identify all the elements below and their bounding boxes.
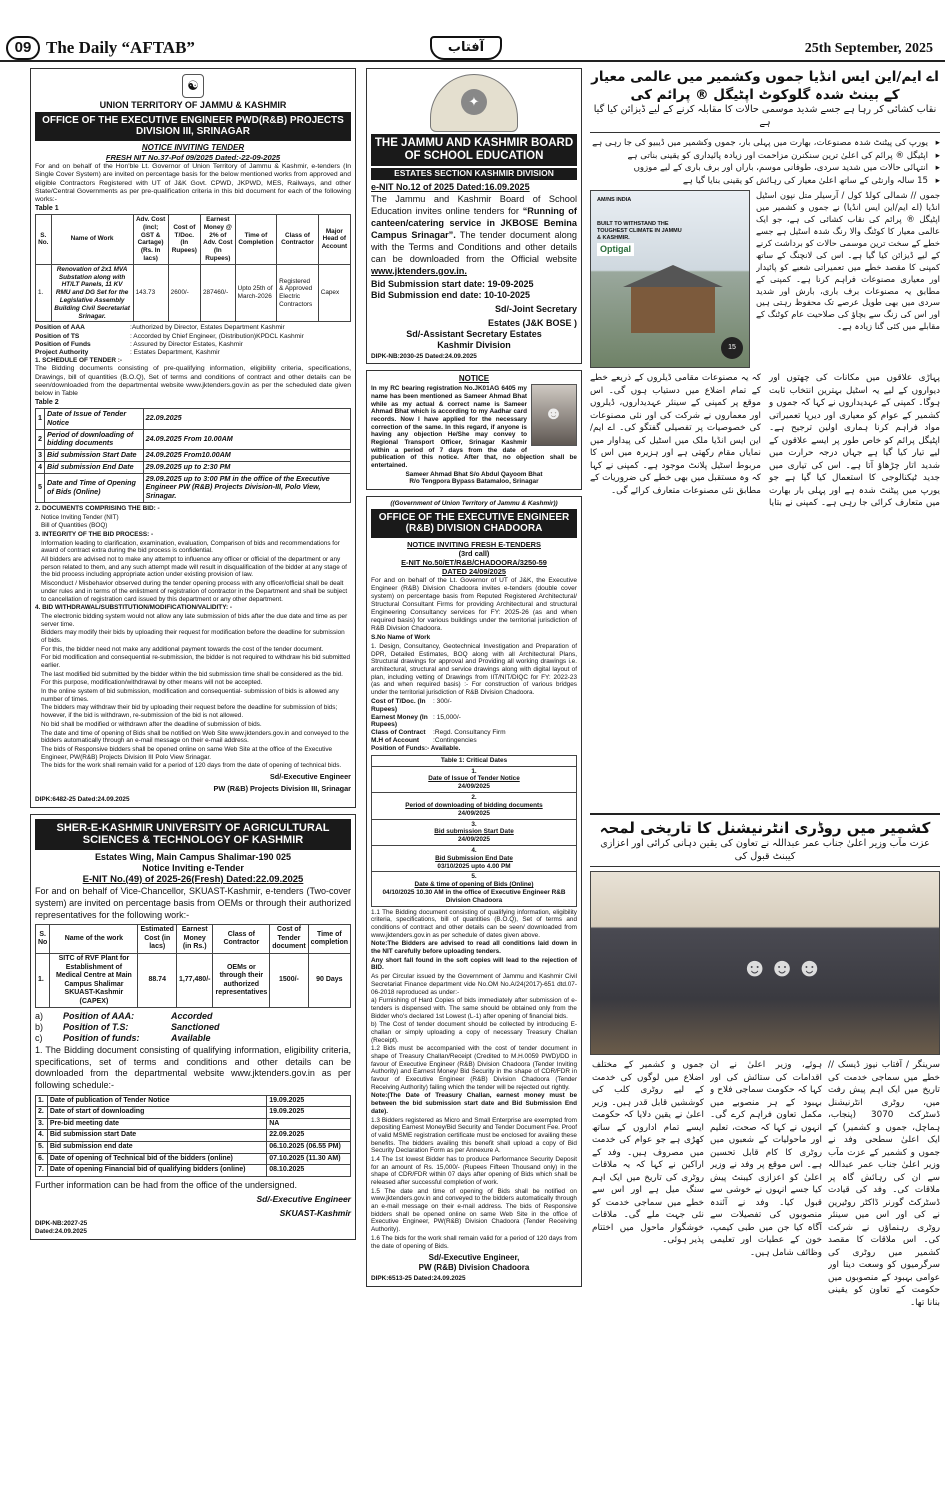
table-cell: 287460/- [200,264,235,322]
chadoora-govt: ((Government of Union Territory of Jammu & Kashmir)) [390,500,558,508]
story-rotary [590,813,940,1449]
table-header: Earnest Money @ 2% of Adv. Cost (In Rupees) [200,214,235,264]
jkbose-nit: e-NIT No.12 of 2025 Dated:16.09.2025 [371,182,530,193]
notice-text: In my RC bearing registration No.JK01AG 6405 my name has been mentioned as Sameer Ahmad Bhat while as my actual & correct name is Sameer Ahmad Bhat which is according to my Aadhar card records. Now I have applied for the necessary correction of the same. In this regard, if anyone is having any objection He/She may convey to Regional Transport Officer, Srinagar Kashmir within a period of 7 days from the date of publication of this notice. After that, no objection shall be entertained. [371,385,577,470]
page-number: 09 [6,36,40,60]
pwd-sec3-heading: 3. INTEGRITY OF THE BID PROCESS: - [35,531,154,539]
chadoora-notice: NOTICE INVITING FRESH E-TENDERS [407,539,541,549]
table-header: Name of Work [51,214,133,264]
skuast-positions [35,1011,351,1044]
table-header: S. No. [36,214,52,264]
notice-title: NOTICE [458,374,490,384]
skuast-notice: Notice Inviting e-Tender [142,862,244,873]
ad-product: Optigal [597,243,634,256]
publication-date: 25th September, 2025 [804,41,933,56]
skuast-nit: E-NIT No.(49) of 2025-26(Fresh) Dated:22.09.2025 [82,873,304,885]
paper-name: The Daily “AFTAB” [46,38,195,57]
detail-row: M.H of Account :Contingencies [371,737,477,745]
table-row: 2 Period of downloading of bidding documents 24.09.2025 From 10.00AM [36,429,351,450]
house-icon [631,287,715,333]
chadoora-work-heading: S.No Name of Work [371,634,431,642]
table-row: 3 Bid submission Start Date 24.09.2025 From10.00AM [36,450,351,462]
column-middle [366,68,582,1493]
list-item: Bill of Quantities (BOQ) [41,522,108,530]
bullet-item: ▸ انتہائی حالات میں شدید سردی، طوفانی موسم، باراں اور برف باری کے لیے موزوں [590,162,940,174]
table-row: 5. Bid submission end date 06.10.2025 (06.55 PM) [36,1141,351,1153]
position-row: Position of Funds : Assured by Director Estates, Kashmir [35,340,243,348]
table-header: Cost of T/Doc. (In Rupees) [168,214,200,264]
pwd-signature-line1: Sd/-Executive Engineer [269,771,351,781]
list-item: As per Circular issued by the Government of Jammu and Kashmir Civil Secretariat Finance department vide No.OM No.A/24(2017)-651 dtd.07-06-2018 reproduced as under:- [371,973,577,996]
chadoora-dipk: DIPK:6513-25 Dated:24.09.2025 [371,1274,466,1282]
skuast-heading: SHER-E-KASHMIR UNIVERSITY OF AGRICULTURAL SCIENCES & TECHNOLOGY OF KASHMIR [35,819,351,850]
skuast-para: 1. The Bidding document consisting of qualifying information, eligibility criteria, specifications, set of terms and conditions and other details can be downloaded from the departmental website www.jktenders.gov.in as per following schedule:- [35,1045,351,1091]
skuast-tender [30,814,356,1240]
jkbose-logo-icon: ✦ [430,74,518,132]
skuast-signature-line2: SKUAST-Kashmir [279,1207,351,1218]
skuast-further: Further information can be had from the office of the undersigned. [35,1179,297,1190]
bullet-item: ▸ اپٹیگل ® پرائم کی اعلیٰ ترین سنکنرن مزاحمت اور زیادہ پائیداری کو یقینی بناتی ہے [590,150,940,162]
jkbose-start-date: Bid Submission start date: 19-09-2025 [371,278,534,289]
chadoora-dated: DATED 24/09/2025 [442,566,506,576]
pwd-notice-title: NOTICE INVITING TENDER [141,142,245,152]
table-row: 6. Date of opening of Technical bid of the bidders (online) 07.10.2025 (11.30 AM) [36,1153,351,1165]
position-row: Position of AAA :Authorized by Director, Estates Department Kashmir [35,324,285,332]
chadoora-intro: For and on behalf of the Lt. Governor of UT of J&K, the Executive Engineer (R&B) Division Chadoora invites e-tenders (double cover system) on percentage basis from Reputed Registered Architectural/ Structural Consultant Firms for providing Architectural and structural Engineering Consultancy services for FY: 2025-26 (as and when required basis) for various buildings under the territorial jurisdiction of R&B Division Chadoora. [371,576,577,633]
list-item: No bid shall be modified or withdrawn after the deadline of submission of bids. [41,720,262,728]
ad-warranty-badge: 15 [721,337,743,359]
chadoora-heading: OFFICE OF THE EXECUTIVE ENGINEER (R&B) DIVISION CHADOORA [371,509,577,538]
masthead [0,0,945,62]
pwd-sec2-list [35,514,351,530]
table-row: 2. Date of start of downloading 19.09.2025 [36,1107,351,1119]
story1-ad-row [590,190,940,368]
table-row: 3. Bid submission Start Date 24/09/2025 [372,819,577,845]
table-cell: Renovation of 2x1 MVA Substation along with HT/LT Panels, 11 KV RMU and DG Set for the Legislative Assembly Building Civil Secretariat Srinagar. [51,264,133,322]
story1-subhead: نقاب کشائی کر رہا ہے جسے شدید موسمی حالات کا مقابلہ کرنے کے لیے ڈیزائن کیا گیا ہے [590,104,940,133]
table-row: 4. Bid Submission End Date 03/10/2025 upto 4.00 PM [372,845,577,871]
list-item: b) The Cost of tender document should be collected by introducing E-challan or simply uploading a copy of necessary Treasury Challan (Receipt). [371,1021,577,1044]
skuast-work-table [35,924,351,1008]
ad-tagline: BUILT TO WITHSTAND THE TOUGHEST CLIMATE IN JAMMU & KASHMIR. [597,221,682,241]
position-row: a) Position of AAA: Accorded [35,1011,213,1022]
pwd-sec4-list [35,613,351,770]
list-item: The bids for the work shall remain valid for a period of 120 days from the date of opening of technical bids. [41,762,342,770]
pwd-schedule-text: The Bidding documents consisting of pre-qualifying information, eligibility criteria, specifications, Drawings, bill of quantities (B.O.Q), Set of terms and conditions of contract and other details can be seen/downloaded from the departmental website www.jktenders.gov.in as per the scheduled date given below in Table [35,365,351,398]
table-header: Adv. Cost (incl; GST & Cartage) (Rs. In lacs) [133,214,168,264]
position-row: Project Authority : Estates Department, Kashmir [35,348,220,356]
list-item: In the online system of bid submission, modification and consequential- submission of bids is allowed any number of times. [41,688,339,703]
skuast-signature-line1: Sd/-Executive Engineer [256,1194,351,1205]
pwd-dipk: DIPK:6482-25 Dated:24.09.2025 [35,795,130,803]
list-item: The bids of Responsive bidders shall be opened online on same Web Site at the office of the Executive Engineer, PW(R&B) Projects Division III Polo View Srinagar. [41,745,333,761]
list-item: a) Furnishing of Hard Copies of bids immediately after submission of e-tenders is dispensed with. The same should be obtained only from the Bidder who's declared 1st Lowest (L-1) after opening of financial bids. [371,997,577,1020]
list-item: 1.5 The date and time of opening of Bids shall be notified on www.jktenders.gov.in and conveyed to the bidders automatically through an e-mail message on their e-mail address. The bids of Responsive bidders shall be opened online on same Web Site in the office of Executive Engineer, PW(R&B) Division Chadoora (Tender Receiving Authority). [371,1187,577,1234]
list-item: Any short fall found in the soft copies will lead to the rejection of BID. [371,956,577,972]
chadoora-signature-line2: PW (R&B) Division Chadoora [418,1262,530,1272]
column-right [590,68,940,1498]
table-cell: 2600/- [168,264,200,322]
bullet-item: ▸ یورپ کی پیٹنٹ شدہ مصنوعات، بھارت میں پہلی بار، جموں وکشمیر میں ڈیبیو کی جا رہی ہے [590,137,940,149]
list-item: 1.2 Bids must be accompanied with the cost of tender document in shape of Treasury Challan/Receipt (Credited to M.H.0059 PWD)/DD in favour of Executive Engineer (R&B) Division Chadoora (Tender Inviting Authority) and Earnest Money/ Bid Security in the shape of CDR/FDR in favour of Executive Engineer (R&B) Division Chadoora (Tender Receiving Authority) failing which the tender will be rejected out rightly. [371,1045,577,1091]
list-item: Information leading to clarification, examination, evaluation, Comparison of bids and recommendations for award of contract extra during the bid process is confidential. [41,539,340,555]
pwd-sec3-list [35,540,351,604]
list-item: Note:The Bidders are advised to read all conditions laid down in the NIT carefully before uploading tenders. [371,940,577,956]
list-item: For bid modification and consequential re-submission, the bidder is not required to withdraw his bid submitted earlier. [41,654,351,670]
list-item: 1.1 The Bidding document consisting of qualifying information, eligibility criteria, specifications, bill of quantities (B.O.Q), Set of terms and conditions of contract and other details can be seen/ downloaded from www.jktenders.gov.in as per schedule of dates given above. [371,908,577,939]
table-row: 7. Date of opening Financial bid of qualifying bidders (online) 08.10.2025 [36,1165,351,1177]
story2-columns [590,1059,940,1449]
chadoora-funds: Position of Funds:- Available. [371,745,461,753]
pwd-work-table [35,214,351,323]
list-item: Notice Inviting Tender (NIT) [41,513,119,521]
story2-headline: کشمیر میں روڈری انٹرنیشنل کا تاریخی لمحہ [599,819,931,838]
story2-subhead: عزت مآب وزیر اعلیٰ جناب عمر عبداللہ نے تعاون کی یقین دہانی کرائی اور اعزازی کیبنٹ قبول کی [590,838,940,867]
table-header: Time of completion [308,925,350,954]
group-photo-icon: ☻☻☻ [590,871,940,1055]
chadoora-work: 1. Design, Consultancy, Geotechnical Investigation and Preparation of DPR, Detailed Estimates, BOQ along with all Architectural Plans, Structural drawings for approval and Providing all working drawings i.e. architectural, structural and service drawings along with digital layout of plan, including vetting of Drawings from IIT/NIT/DIQC for FY: 2022-23 (as and when required basis) :- For construction of various bridges under the territorial jurisdiction of R&B Division Chadoora. [371,642,577,696]
ad-brand: AM/NS INDIA [597,197,632,204]
skuast-dipk: DIPK-NB:2027-25 [35,1219,88,1227]
table-header: Class of Contractor [277,214,319,264]
list-item: For this, the bidder need not make any additional payment towards the cost of the tender document. [41,645,324,653]
newspaper-logo: آفتاب [430,36,502,60]
table-cell: 143.73 [133,264,168,322]
list-item: Note:(The Date of Treasury Challan, earnest money must be between the bid submission start date and Bid Submission End date). [371,1092,577,1115]
chadoora-call: (3rd call) [458,548,490,558]
chadoora-tender [366,496,582,1286]
detail-row: Class of Contract :Regd. Consultancy Firm [371,729,506,737]
table-header: Earnest Money (in Rs.) [176,925,213,954]
list-item: Bidders may modify their bids by uploading their request for modification before the deadline for submission of bids. [41,629,345,644]
table-cell: Registered & Approved Electric Contractors [277,264,319,322]
table-header: Time of Completion [235,214,277,264]
pwd-nit-number: FRESH NIT No.37-Pof 09/2025 Dated:-22-09-2025 [105,152,281,162]
jkbose-tender [366,68,582,364]
optigal-advertisement [590,190,750,368]
pwd-intro: For and on behalf of the Hon'ble Lt. Governor of Union Territory of Jammu & Kashmir, e-tenders (In Single Cover System) are invited on percentage basis for the below mentioned works from approved and eligible Contractors Registered with UT of J&K Govt. CPWD, JKPWD, MES, Railways, and other State/Central Governments as per pre-qualification criteria in this bid document for each of the following works:- [35,162,351,204]
jkbose-dipk: DIPK-NB:2030-25 Dated:24.09.2025 [371,352,477,360]
list-item: The last modified bid submitted by the bidder within the bid submission time shall be considered as the bid. [41,670,343,678]
list-item: For this purpose, modification/withdrawal by other means will not be accepted. [41,679,263,687]
table-row: 2. Period of downloading of bidding documents 24/09/2025 [372,793,577,819]
table-cell: Upto 25th of March-2026 [235,264,277,322]
pwd-schedule-heading: 1. SCHEDULE OF TENDER :- [35,356,122,364]
chadoora-details [371,698,577,745]
story1-body: پہاڑی علاقوں میں مکانات کی چھتوں اور دیواروں کے لیے یہ اسٹیل بہترین انتخاب ثابت ہوگا۔ کمپنی کے عہدیداروں نے کہا کہ جموں و کشمیر کے عوام کو معیاری اور دیرپا تعمیراتی مواد فراہم کرنا ہماری اولین ترجیح ہے۔ اپٹیگل پرائم کو خاص طور پر ایسے علاقوں کے لیے تیار کیا گیا ہے جہاں درجہ حرارت میں شدید اتار چڑھاؤ آتا ہے۔ اس کی تیاری میں جدید ٹیکنالوجی کا استعمال کیا گیا ہے جو یورپ میں پیٹنٹ شدہ ہے اور پہلی بار بھارت میں متعارف کرائی جا رہی ہے۔ کمپنی نے بتایا کہ یہ مصنوعات مقامی ڈیلروں کے ذریعے خطے کے تمام اضلاع میں دستیاب ہوں گی۔ اس موقع پر کمپنی کے سینئر عہدیداروں، ڈیلروں اور معماروں نے شرکت کی اور نئی مصنوعات کی خصوصیات پر تفصیلی گفتگو کی۔ اے ایم/این ایس انڈیا ملک میں اسٹیل کی پیداوار میں نمایاں مقام رکھتی ہے اور ہزیرہ میں اس کا مربوط اسٹیل پلانٹ موجود ہے۔ کمپنی نے کہا کہ وہ مستقبل میں بھی خطے کی ضروریات کے مطابق نئی مصنوعات متعارف کرائے گی۔ [590,373,940,509]
table-row: 1. Date of publication of Tender Notice 19.09.2025 [36,1095,351,1107]
detail-row: Cost of T/Doc. (In Rupees) : 300/- [371,697,452,713]
table-cell: 1. [36,264,52,322]
list-item: The electronic bidding system would not allow any late submission of bids after the due date and time as per server time. [41,612,348,628]
list-item: All bidders are advised not to make any attempt to influence any officer or official of the department or any person related to them, and any such attempt made will result in disqualification of the bidder at any stage of the bid process including appropriate action under existing provision of law. [41,556,347,579]
skuast-wing: Estates Wing, Main Campus Shalimar-190 025 [95,851,291,862]
table-header: Cost of Tender document [270,925,308,954]
jkbose-heading: THE JAMMU AND KASHMIR BOARD OF SCHOOL EDUCATION [371,134,577,166]
table-row [36,264,351,322]
pwd-sec4-heading: 4. BID WITHDRAWAL/SUBSTITUTION/MODIFICATION/VALIDITY: - [35,604,233,612]
table-header: Class of Contractor [213,925,270,954]
story-amns-optigal [590,68,940,807]
table-row: 1. SITC of RVF Plant for Establishment of Medical Centre at Main Campus Shalimar SKUAST-Kashmir (CAPEX) 88.74 1,77,480/- OEMs or through their authorized representatives 1500/- 90 Days [36,954,351,1008]
detail-row: Earnest Money (In Rupees) : 15,000/- [371,713,461,729]
table-cell: Capex [318,264,350,322]
jkbose-subheading: ESTATES SECTION KASHMIR DIVISION [371,168,577,180]
pwd-schedule-table [35,408,351,503]
table-header: Table 1: Critical Dates [372,755,577,766]
table-row: 5. Date & time of opening of Bids (Online) 04/10/2025 10.30 AM in the office of Executive Engineer R&B Division Chadoora [372,872,577,906]
table-row: 3. Pre-bid meeting date NA [36,1118,351,1130]
pwd-positions [35,324,351,356]
jkbose-signature-line1: Sd/-Joint Secretary [494,303,577,314]
list-item: 1.3 Bidders registered as Micro and Small Enterprise are exempted from depositing Earnest Money/Bid Security and Tender Document Fee. Proof of valid MSME registration certificate must be enclosed for availing these benefits. The bidders availing this benefit shall upload a copy of Bid Security Declaration Form as per Annexure A. [371,1116,577,1155]
skuast-intro: For and on behalf of Vice-Chancellor, SKUAST-Kashmir, e-tenders (Two-cover system) are invited on percentage basis from OEMs or through their authorized representatives for the following work:- [35,886,351,920]
story1-side-text: جموں // شمالی کولڈ کول / آرسیلر متل نپون اسٹیل انڈیا (اے ایم/این ایس انڈیا) نے جموں و کشمیر میں اپٹیگل ® پرائم کی نقاب کشائی کی ہے، جو ایک عالمی معیار کا کوٹنگ والا رنگ شدہ اسٹیل ہے جسے خطے کے سخت ترین موسمی حالات کو برداشت کرنے کے لیے ڈیزائن کیا گیا ہے۔ اس کی لانچنگ کے ساتھ کمپنی کا مقصد خطے میں تعمیراتی شعبے کو پائیدار اور معیاری مصنوعات فراہم کرنا ہے۔ کمپنی کے مطابق یہ مصنوعات برف باری، بارش اور شدید سردی میں بھی طویل عرصے تک محفوظ رہتی ہیں اور اس کی زنگ سے بچاؤ کی صلاحیت عام کوٹنگ کے مقابلے میں کئی گنا زیادہ ہے۔ [756,190,940,332]
person-photo-icon: ☻ [531,384,577,446]
column-left [30,68,356,1478]
table-header: Major Head of Account [318,214,350,264]
bullet-item: ▸ 15 سالہ وارنٹی کے ساتھ اعلیٰ معیار کی رہائش کو یقینی بنایا گیا ہے [590,175,940,187]
pwd-table2-label: Table 2 [35,399,59,407]
pwd-table1-label: Table 1 [35,205,59,213]
story2-column-a: سرینگر / آفتاب نیوز ڈیسک // خطے میں سماجی خدمت کی تاریخ میں ایک اہم پیش رفت میں، روٹری انٹرنیشنل ڈسٹرکٹ 3070 (پنجاب، ہماچل، جموں و کشمیر) کے ایک اعلیٰ سطحی وفد نے جموں و کشمیر کے عزت مآب وزیر اعلیٰ جناب عمر عبداللہ سے ان کی رہائش گاہ پر ملاقات کی۔ وفد کی قیادت ڈسٹرکٹ گورنر ڈاکٹر روٹیرین نے کی اور اس میں سینئر روٹری رہنماؤں نے شرکت کی۔ اس ملاقات کا مقصد کشمیر میں روٹری کی سرگرمیوں کو وسعت دینا اور عوامی بہبود کے منصوبوں میں حکومت کے تعاون کو یقینی بنانا تھا۔ [828,1060,940,1308]
table-row: 1. Date of Issue of Tender Notice 24/09/2025 [372,766,577,792]
table-header: Name of the work [50,925,138,954]
government-emblem-icon: ☯ [182,74,204,98]
story2-column-c: جموں و کشمیر کے مختلف اضلاع میں لوگوں کی خدمت کے لیے روٹری کلب کی کوششیں قابل قدر ہیں۔ وزیر اعلیٰ نے یقین دلایا کہ حکومت ایسے تمام اداروں کے ساتھ کھڑی ہے جو عوام کی خدمت میں مصروف ہیں۔ وفد کے اراکین نے کہا کہ یہ ملاقات روٹری کی تاریخ میں ایک اہم سنگ میل ہے اور اس سے خطے میں سماجی خدمت کو نئی جہت ملے گی۔ ملاقات خوشگوار ماحول میں اختتام پذیر ہوئی۔ [592,1060,704,1246]
position-row: c) Position of funds: Available [35,1033,211,1044]
chadoora-dates-table [371,755,577,907]
story1-headline: اے ایم/این ایس انڈیا جموں وکشمیر میں عالمی معیار کے بینٹ شدہ گلوکوٹ اپٹیگل ® پرائم کی [591,69,939,104]
pwd-srinagar-tender [30,68,356,808]
table-header: S. No [36,925,50,954]
skuast-dated: Dated:24.09.2025 [35,1227,87,1235]
jkbose-body: The Jammu and Kashmir Board of School Education invites online tenders for “Running of canteen/catering service in JKBOSE Bemina Campus Srinagar”. The tender document along with the Terms and Conditions and other details can be downloaded from the Official website www.jktenders.gov.in. [371,194,577,276]
chadoora-signature-line1: Sd/-Executive Engineer, [428,1253,520,1263]
position-row: Position of TS : Accorded by Chief Engineer, (Distribution)KPDCL Kashmir [35,332,304,340]
table-header: Estimated Cost (in lacs) [138,925,176,954]
list-item: Misconduct / Misbehavior observed during the tender opening process with any officer/official shall be dealt under rules and in terms of the enlistment of registration of contractor in the Department and shall be subject to cancellation of registration card issued by this department or any other department. [41,580,348,603]
list-item: The bidders may withdraw their bid by uploading their request before the deadline for submission of bids; however, if the bid is withdrawn, re-submission of the bid is not allowed. [41,704,338,720]
jkbose-end-date: Bid Submission end date: 10-10-2025 [371,289,531,300]
story1-bullets [590,137,940,187]
jkbose-signature-line3: Sd/-Assistant Secretary Estates [406,328,542,339]
table-row: 5 Date and Time of Opening of Bids (Online) 29.09.2025 up to 3:00 PM in the office of the Executive Engineer PW (R&B) Projects Division-III, Polo View, Srinagar. [36,473,351,502]
jkbose-signature-line2: Estates (J&K BOSE ) [487,317,577,328]
jkbose-signature-line4: Kashmir Division [437,339,511,350]
pwd-ut-heading: UNION TERRITORY OF JAMMU & KASHMIR [99,100,287,110]
notice-address: R/o Tengpora Bypass Batamaloo, Srinagar [409,478,539,486]
chadoora-nit: E-NIT No.50/ET/R&B/CHADOORA/3250-59 [401,557,547,567]
skuast-schedule-table [35,1095,351,1177]
list-item: 1.4 The 1st lowest Bidder has to produce Performance Security Deposit for an amount of Rs. 15,000/- (Rupees Fifteen Thousand only) in the shape of CDR/FDR within 07 days after opening of Bids which shall be released after successful completion of work. [371,1155,577,1186]
notice-name: Sameer Ahmad Bhat S/o Abdul Qayoom Bhat [405,470,543,478]
name-correction-notice [366,370,582,490]
list-item: The date and time of opening of Bids shall be notified on Web Site www.jktenders.gov.in and conveyed to the bidders automatically through an e-mail message on their e-mail address. [41,729,349,745]
story2-column-b: ہوئے، وزیر اعلیٰ نے ان اقدامات کی ستائش کی اور کہا کہ حکومت سماجی فلاح و بہبود کے ہر منصوبے میں مکمل تعاون فراہم کرے گی۔ انہوں نے کہا کہ صحت، تعلیم اور ماحولیات کے شعبوں میں روٹری کا کام قابل تحسین ہے۔ اس موقع پر وفد نے وزیر اعلیٰ کو اعزازی کیبنٹ پیش کیا جسے انہوں نے خوشی سے قبول کیا۔ وفد نے آئندہ منصوبوں کی تفصیلات سے آگاہ کیا جن میں طبی کیمپ، خون کے عطیات اور تعلیمی وظائف شامل ہیں۔ [710,1060,822,1258]
list-item: 1.6 The bids for the work shall remain valid for a period of 120 days from the date of opening of Bids. [371,1234,577,1250]
pwd-signature-line2: PW (R&B) Projects Division III, Srinagar [213,783,351,793]
table-row: 1 Date of Issue of Tender Notice 22.09.2025 [36,408,351,429]
position-row: b) Position of T.S: Sanctioned [35,1022,220,1033]
table-row: 4 Bid submission End Date 29.09.2025 up to 2:30 PM [36,461,351,473]
pwd-sec2-heading: 2. DOCUMENTS COMPRISING THE BID: - [35,504,160,512]
jkbose-website-link[interactable]: www.jktenders.gov.in. [371,265,467,276]
pwd-office-heading: OFFICE OF THE EXECUTIVE ENGINEER PWD(R&B) PROJECTS DIVISION III, SRINAGAR [35,112,351,141]
chadoora-paras [371,909,577,1251]
table-row: 4. Bid submission start Date 22.09.2025 [36,1130,351,1142]
